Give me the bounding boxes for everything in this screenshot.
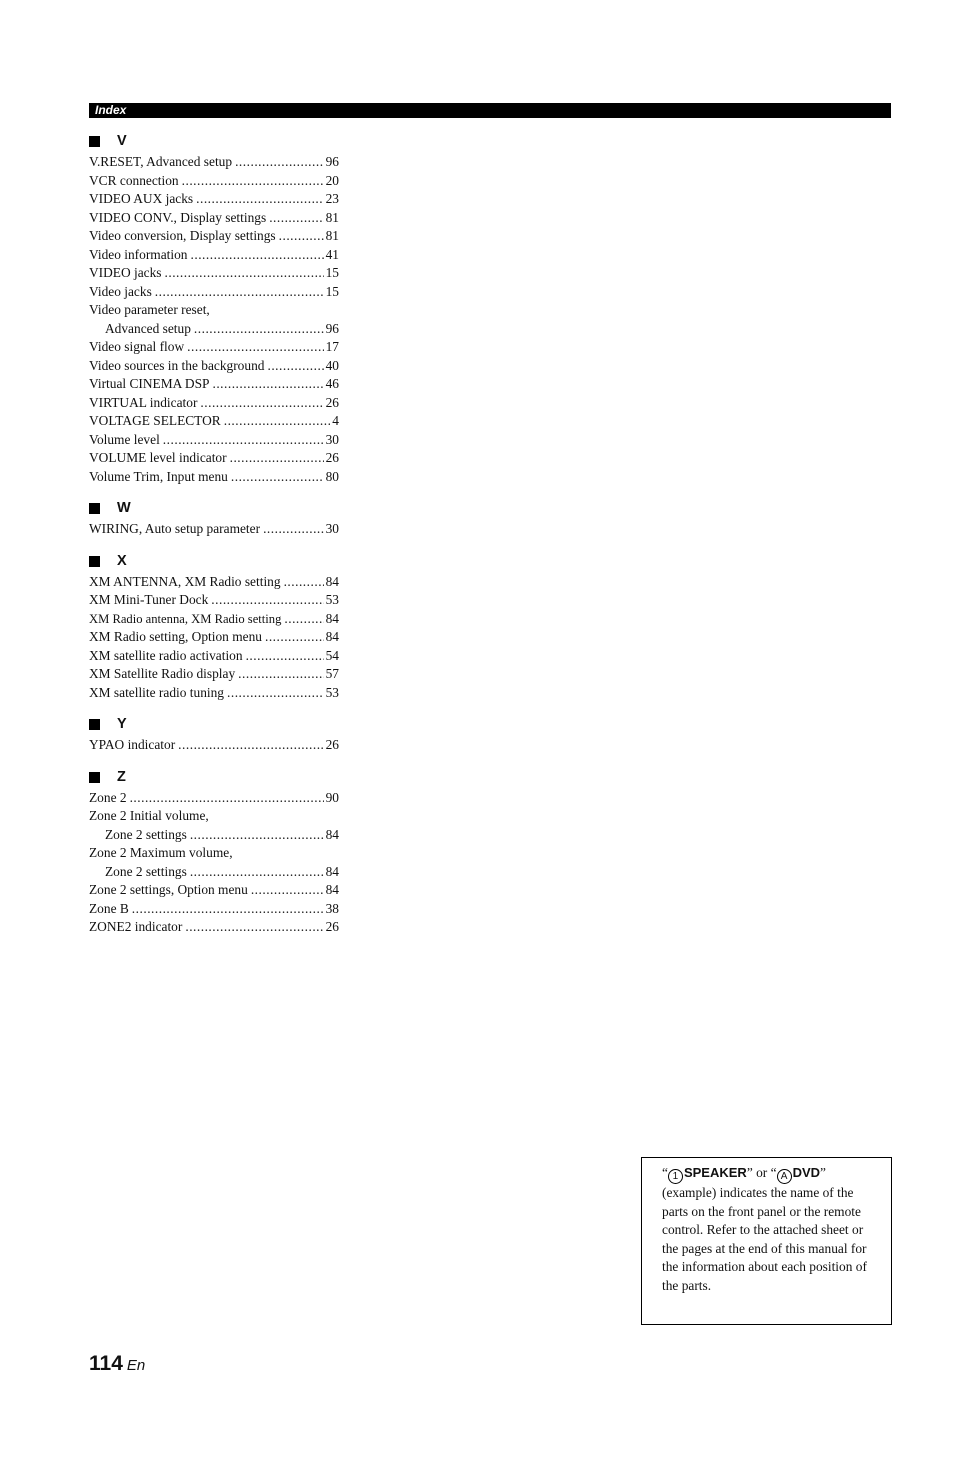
entry-text: VIRTUAL indicator xyxy=(89,394,198,410)
entry-text: Zone 2 settings xyxy=(105,863,187,879)
entry-text: WIRING, Auto setup parameter xyxy=(89,521,261,536)
square-bullet-icon xyxy=(89,136,100,147)
entry-row xyxy=(89,283,339,302)
entry-page: 53 xyxy=(325,592,339,607)
dot-leader xyxy=(224,412,331,431)
index-entry xyxy=(89,844,339,881)
index-section-y xyxy=(89,713,339,755)
dot-leader xyxy=(227,684,324,703)
entry-row xyxy=(89,647,339,666)
entry-row xyxy=(89,227,339,246)
index-section-z xyxy=(89,766,339,937)
index-entry xyxy=(89,357,339,376)
section-header-bar xyxy=(89,103,891,118)
index-entry xyxy=(89,394,339,413)
index-entry xyxy=(89,338,339,357)
entry-row xyxy=(89,826,339,845)
dot-leader xyxy=(238,665,323,684)
entry-page: 46 xyxy=(325,376,339,391)
entry-page: 81 xyxy=(325,209,339,225)
entry-row xyxy=(89,320,339,339)
dot-leader xyxy=(155,283,324,302)
section-letter: Y xyxy=(117,716,127,732)
dot-leader xyxy=(132,900,324,919)
entry-row xyxy=(89,246,339,265)
entry-page: 84 xyxy=(325,826,339,842)
entry-page: 40 xyxy=(325,357,339,373)
index-entry xyxy=(89,375,339,394)
dot-leader xyxy=(251,881,324,900)
entry-text: VIDEO jacks xyxy=(89,265,162,280)
entry-text: VOLUME level indicator xyxy=(89,450,227,465)
dot-leader xyxy=(200,394,323,413)
dot-leader xyxy=(269,209,323,228)
entry-text: XM satellite radio activation xyxy=(89,647,243,663)
index-entry xyxy=(89,283,339,302)
index-entry xyxy=(89,591,339,610)
entry-row xyxy=(89,591,339,610)
entry-page: 38 xyxy=(325,900,339,916)
index-entry xyxy=(89,227,339,246)
note-quote: “ xyxy=(662,1165,668,1180)
section-heading xyxy=(89,497,339,520)
entry-page: 84 xyxy=(325,629,339,644)
entry-row xyxy=(89,172,339,191)
entry-page: 57 xyxy=(325,666,339,681)
index-entry xyxy=(89,246,339,265)
index-entry xyxy=(89,610,339,629)
entry-page: 90 xyxy=(325,789,339,805)
entry-text: Volume Trim, Input menu xyxy=(89,468,228,484)
section-header-label: Index xyxy=(95,103,127,117)
note-label-dvd: DVD xyxy=(792,1165,821,1180)
entry-page: 96 xyxy=(325,154,339,169)
entry-page: 26 xyxy=(325,450,339,465)
entry-text: V.RESET, Advanced setup xyxy=(89,154,233,169)
note-quote-close: ” xyxy=(820,1165,826,1180)
entry-text: Video signal flow xyxy=(89,339,185,354)
index-column xyxy=(89,130,339,948)
entry-page: 15 xyxy=(325,283,339,299)
entry-text: VCR connection xyxy=(89,172,179,188)
index-entry xyxy=(89,190,339,209)
entry-text: VIDEO CONV., Display settings xyxy=(89,209,267,225)
entry-text: XM Radio setting, Option menu xyxy=(89,629,262,644)
index-section-x xyxy=(89,550,339,703)
index-entry xyxy=(89,468,339,487)
dot-leader xyxy=(235,153,324,172)
entry-row xyxy=(89,468,339,487)
index-entry xyxy=(89,209,339,228)
index-entry xyxy=(89,301,339,338)
entry-row xyxy=(89,449,339,468)
entry-page: 84 xyxy=(325,863,339,879)
dot-leader xyxy=(212,375,323,394)
dot-leader xyxy=(230,449,324,468)
entry-row xyxy=(89,573,339,592)
section-heading xyxy=(89,713,339,736)
entry-row xyxy=(89,736,339,755)
entry-text: Zone 2 Initial volume, xyxy=(89,808,209,823)
entry-row xyxy=(89,863,339,882)
circled-letter-icon: A xyxy=(777,1169,792,1184)
entry-text: XM Radio antenna, XM Radio setting xyxy=(89,611,282,626)
index-entry xyxy=(89,628,339,647)
entry-text: Video information xyxy=(89,246,188,262)
dot-leader xyxy=(231,468,324,487)
index-entry xyxy=(89,647,339,666)
entry-text: Video parameter reset, xyxy=(89,302,210,317)
entry-row xyxy=(89,209,339,228)
entry-text: XM ANTENNA, XM Radio setting xyxy=(89,573,281,589)
entry-page: 30 xyxy=(325,431,339,447)
entry-row xyxy=(89,918,339,937)
entry-row xyxy=(89,900,339,919)
square-bullet-icon xyxy=(89,772,100,783)
entry-row xyxy=(89,628,339,647)
entry-text: XM Satellite Radio display xyxy=(89,666,236,681)
index-entry xyxy=(89,520,339,539)
dot-leader xyxy=(165,264,324,283)
entry-row xyxy=(89,264,339,283)
entry-row xyxy=(89,153,339,172)
section-letter: V xyxy=(117,133,127,149)
index-entry xyxy=(89,789,339,808)
note-label-speaker: SPEAKER xyxy=(683,1165,747,1180)
section-letter: Z xyxy=(117,768,126,785)
index-entry xyxy=(89,665,339,684)
entry-page: 81 xyxy=(325,228,339,243)
entry-row xyxy=(89,394,339,413)
entry-page: 84 xyxy=(325,610,339,626)
entry-page: 17 xyxy=(325,339,339,354)
index-entry xyxy=(89,736,339,755)
entry-page: 84 xyxy=(325,573,339,589)
dot-leader xyxy=(190,826,324,845)
circled-number-icon: 1 xyxy=(668,1169,683,1184)
index-entry xyxy=(89,153,339,172)
index-entry xyxy=(89,684,339,703)
entry-page: 26 xyxy=(325,394,339,410)
dot-leader xyxy=(190,863,324,882)
section-heading xyxy=(89,550,339,573)
dot-leader xyxy=(185,918,323,937)
entry-page: 96 xyxy=(325,320,339,336)
entry-row xyxy=(89,357,339,376)
index-entry xyxy=(89,172,339,191)
index-entry xyxy=(89,918,339,937)
dot-leader xyxy=(191,246,324,265)
dot-leader xyxy=(130,789,324,808)
entry-page: 84 xyxy=(325,882,339,897)
entry-text: Video jacks xyxy=(89,283,152,299)
square-bullet-icon xyxy=(89,503,100,514)
note-legend xyxy=(662,1164,879,1184)
index-entry xyxy=(89,431,339,450)
entry-text: Advanced setup xyxy=(105,320,191,336)
entry-page: 20 xyxy=(325,172,339,188)
entry-row xyxy=(89,412,339,431)
entry-page: 80 xyxy=(325,468,339,484)
entry-page: 26 xyxy=(325,737,339,752)
entry-text: XM satellite radio tuning xyxy=(89,684,224,700)
dot-leader xyxy=(194,320,324,339)
entry-row xyxy=(89,881,339,900)
note-box xyxy=(641,1157,892,1325)
entry-text: XM Mini-Tuner Dock xyxy=(89,592,209,607)
entry-page: 53 xyxy=(325,684,339,700)
dot-leader xyxy=(196,190,323,209)
dot-leader xyxy=(211,591,323,610)
entry-page: 15 xyxy=(325,265,339,280)
index-entry xyxy=(89,573,339,592)
entry-text: Zone 2 xyxy=(89,789,127,805)
dot-leader xyxy=(279,227,324,246)
section-letter: X xyxy=(117,552,127,569)
entry-text: ZONE2 indicator xyxy=(89,919,183,934)
entry-row xyxy=(89,684,339,703)
entry-text: VIDEO AUX jacks xyxy=(89,191,194,206)
entry-page: 23 xyxy=(325,191,339,206)
entry-row xyxy=(89,190,339,209)
dot-leader xyxy=(246,647,324,666)
entry-text: Zone 2 settings, Option menu xyxy=(89,882,248,897)
entry-text: Virtual CINEMA DSP xyxy=(89,376,210,391)
square-bullet-icon xyxy=(89,719,100,730)
entry-page: 26 xyxy=(325,919,339,934)
entry-text: Zone 2 settings xyxy=(105,826,187,842)
dot-leader xyxy=(178,736,323,755)
note-body: (example) indicates the name of the parts on the front panel or the remote control. Refer to the attached sheet or the pages at the end of this manual for the information about each position of the parts. xyxy=(662,1185,867,1293)
index-section-w xyxy=(89,497,339,539)
page-number-value: 114 xyxy=(89,1352,123,1375)
dot-leader xyxy=(187,338,323,357)
entry-page: 4 xyxy=(332,413,339,428)
entry-page: 41 xyxy=(325,246,339,262)
note-or: ” or “ xyxy=(746,1165,777,1180)
entry-text: VOLTAGE SELECTOR xyxy=(89,413,221,428)
entry-row xyxy=(89,375,339,394)
dot-leader xyxy=(284,573,324,592)
page-language: En xyxy=(126,1357,146,1374)
entry-text: Volume level xyxy=(89,431,160,447)
section-heading xyxy=(89,130,339,153)
entry-text: Video sources in the background xyxy=(89,357,265,373)
index-entry xyxy=(89,412,339,431)
entry-row xyxy=(89,665,339,684)
entry-row xyxy=(89,789,339,808)
index-entry xyxy=(89,900,339,919)
entry-text: Video conversion, Display settings xyxy=(89,228,276,243)
entry-row xyxy=(89,338,339,357)
entry-page: 30 xyxy=(325,521,339,536)
section-heading xyxy=(89,766,339,789)
dot-leader xyxy=(267,357,323,376)
entry-row xyxy=(89,431,339,450)
entry-text: YPAO indicator xyxy=(89,737,176,752)
dot-leader xyxy=(265,628,324,647)
index-entry xyxy=(89,264,339,283)
entry-row xyxy=(89,520,339,539)
index-section-v xyxy=(89,130,339,486)
entry-text: Zone 2 Maximum volume, xyxy=(89,845,233,860)
dot-leader xyxy=(284,610,323,629)
entry-text: Zone B xyxy=(89,900,129,916)
dot-leader xyxy=(263,520,324,539)
page-number xyxy=(89,1352,145,1376)
dot-leader xyxy=(182,172,324,191)
index-entry xyxy=(89,449,339,468)
dot-leader xyxy=(163,431,324,450)
square-bullet-icon xyxy=(89,556,100,567)
section-letter: W xyxy=(117,500,131,516)
index-entry xyxy=(89,807,339,844)
index-entry xyxy=(89,881,339,900)
entry-row xyxy=(89,610,339,629)
entry-page: 54 xyxy=(325,647,339,663)
